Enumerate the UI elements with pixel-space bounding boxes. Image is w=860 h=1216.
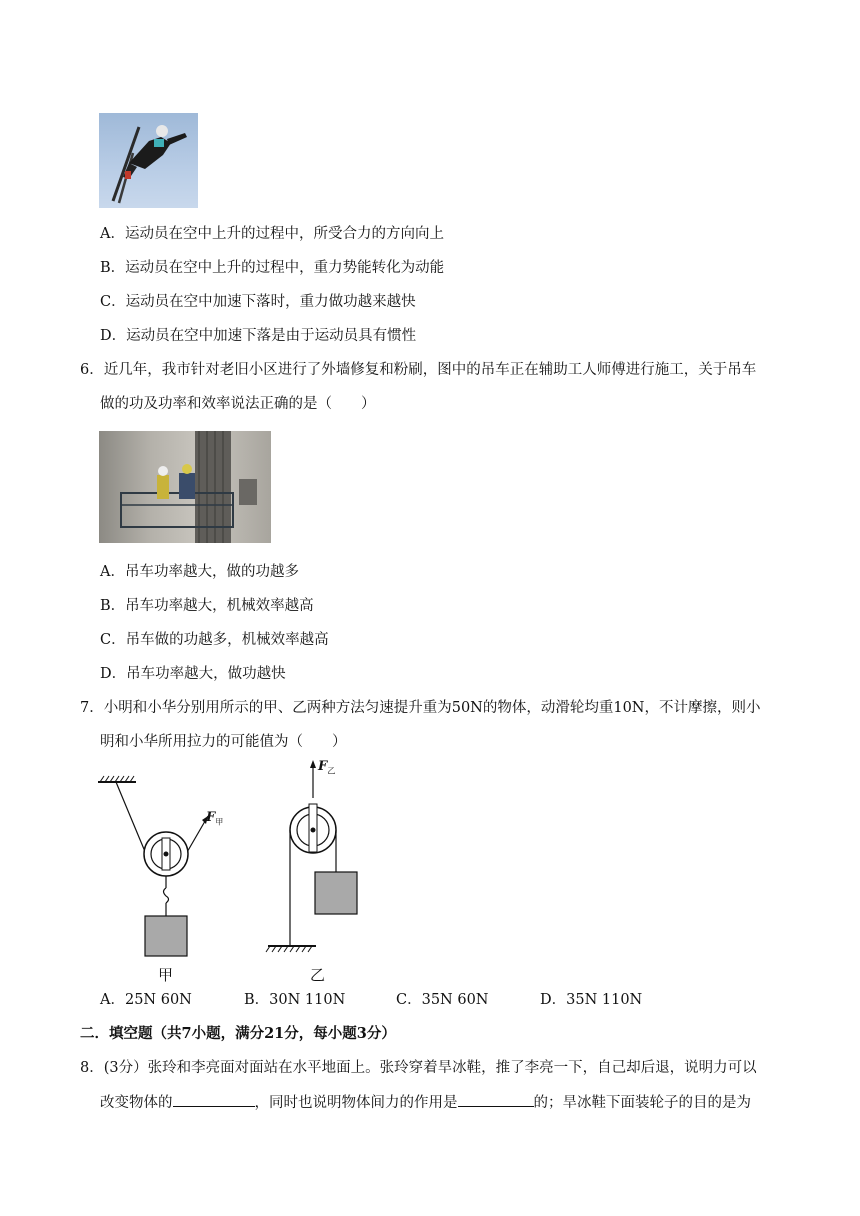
section2-heading: 二．填空题（共7小题，满分21分，每小题3分） <box>80 1025 396 1042</box>
q8-blank-1[interactable] <box>173 1092 255 1107</box>
q8-text-a: 改变物体的 <box>100 1095 173 1111</box>
q6-option-a: A．吊车功率越大，做的功越多 <box>100 564 299 580</box>
q5-option-b: B．运动员在空中上升的过程中，重力势能转化为动能 <box>100 260 445 276</box>
q6-option-b: B．吊车功率越大，机械效率越高 <box>100 598 314 614</box>
q5-option-c: C．运动员在空中加速下落时，重力做功越来越快 <box>100 294 416 310</box>
q8-text-b: ，同时也说明物体间力的作用是 <box>254 1095 458 1111</box>
skier-photo <box>99 113 198 208</box>
q7-option-a: A．25N 60N <box>100 992 192 1008</box>
q8-text-c: 的；旱冰鞋下面装轮子的目的是为 <box>533 1095 751 1111</box>
q7-option-c: C．35N 60N <box>396 992 489 1008</box>
force-symbol-yi: F <box>318 759 328 774</box>
force-label-jia <box>206 810 223 828</box>
pulley-diagram-yi <box>260 758 370 958</box>
q8-line2 <box>100 1092 751 1113</box>
crane-platform-photo <box>99 431 271 543</box>
q6-stem-line1: 6．近几年，我市针对老旧小区进行了外墙修复和粉刷，图中的吊车正在辅助工人师傅进行施工，关于吊车 <box>80 362 757 378</box>
q7-stem-line2: 明和小华所用拉力的可能值为（ ） <box>100 734 347 750</box>
pulley-diagram-jia <box>96 758 246 988</box>
q6-option-d: D．吊车功率越大，做功越快 <box>100 666 286 682</box>
workers-platform-icon <box>99 431 271 543</box>
q6-stem-line2: 做的功及功率和效率说法正确的是（ ） <box>100 396 376 412</box>
q5-option-d: D．运动员在空中加速下落是由于运动员具有惯性 <box>100 328 417 344</box>
q7-stem-line1: 7．小明和小华分别用所示的甲、乙两种方法匀速提升重为50N的物体，动滑轮均重10N，不计摩擦，则小 <box>80 700 761 716</box>
q7-option-d: D．35N 110N <box>540 992 643 1008</box>
force-symbol-jia: F <box>206 810 216 825</box>
q8-blank-2[interactable] <box>458 1092 534 1107</box>
movable-pulley-jia-icon <box>96 758 246 988</box>
force-label-yi <box>318 759 335 777</box>
force-sub-jia: 甲 <box>215 817 224 827</box>
diagram-label-yi: 乙 <box>310 966 326 984</box>
fixed-pulley-yi-icon <box>260 758 370 958</box>
q5-option-a: A．运动员在空中上升的过程中，所受合力的方向向上 <box>100 226 444 242</box>
force-sub-yi: 乙 <box>327 766 336 776</box>
skier-figure-icon <box>99 113 198 208</box>
q8-line1: 8．(3分）张玲和李亮面对面站在水平地面上。张玲穿着旱冰鞋，推了李亮一下，自己却后退，说明力可以 <box>80 1060 757 1076</box>
q7-option-b: B．30N 110N <box>244 992 346 1008</box>
diagram-label-jia: 甲 <box>158 966 174 984</box>
q6-option-c: C．吊车做的功越多，机械效率越高 <box>100 632 329 648</box>
